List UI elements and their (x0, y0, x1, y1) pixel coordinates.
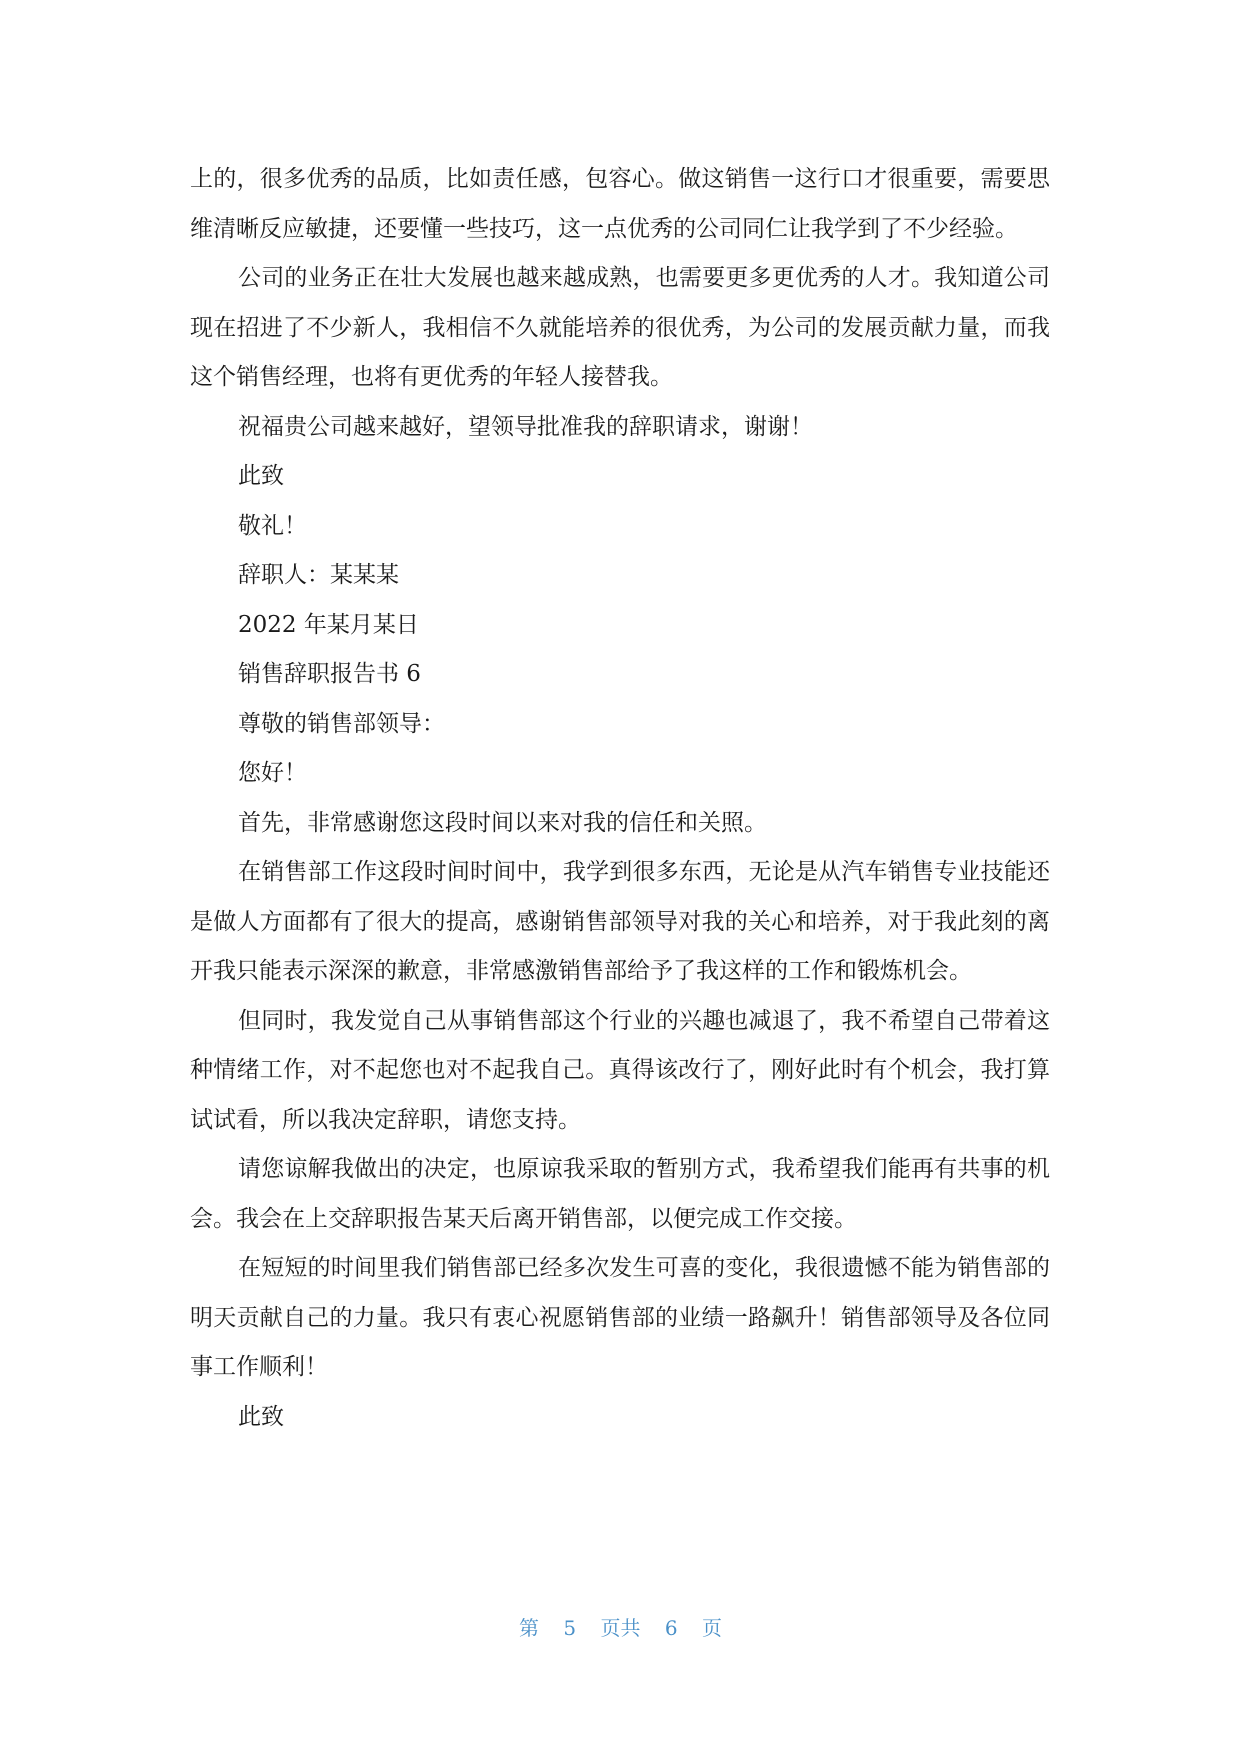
current-page-number: 5 (563, 1616, 577, 1640)
footer-label-page: 第 (519, 1616, 540, 1640)
date-line: 2022 年某月某日 (238, 611, 419, 638)
signature-line: 辞职人：某某某 (238, 562, 399, 588)
total-pages-number: 6 (664, 1616, 678, 1640)
closing-salutation: 此致 (238, 463, 284, 489)
section-title: 销售辞职报告书 6 (238, 661, 421, 687)
paragraph: 在短短的时间里我们销售部已经多次发生可喜的变化，我很遗憾不能为销售部的明天贡献自己的力量。我只有衷心祝愿销售部的业绩一路飙升！销售部领导及各位同事工作顺利！ (190, 1255, 1050, 1380)
document-body (190, 155, 1050, 1442)
closing-salutation: 此致 (238, 1403, 284, 1430)
closing-regards: 敬礼！ (238, 512, 307, 539)
footer-label-end: 页 (701, 1616, 722, 1640)
paragraph: 公司的业务正在壮大发展也越来越成熟，也需要更多更优秀的人才。我知道公司现在招进了不少新人，我相信不久就能培养的很优秀，为公司的发展贡献力量，而我这个销售经理，也将有更优秀的年轻人接替我。 (190, 265, 1050, 390)
recipient-line: 尊敬的销售部领导： (238, 710, 445, 737)
footer-label-of: 页共 (600, 1616, 641, 1640)
paragraph: 上的，很多优秀的品质，比如责任感，包容心。做这销售一这行口才很重要，需要思维清晰反应敏捷，还要懂一些技巧，这一点优秀的公司同仁让我学到了不少经验。 (190, 166, 1050, 242)
paragraph: 祝福贵公司越来越好，望领导批准我的辞职请求，谢谢！ (238, 413, 813, 440)
paragraph: 但同时，我发觉自己从事销售部这个行业的兴趣也减退了，我不希望自己带着这种情绪工作，对不起您也对不起我自己。真得该改行了，刚好此时有个机会，我打算试试看，所以我决定辞职，请您支持。 (190, 1007, 1050, 1133)
greeting: 您好！ (238, 760, 307, 786)
paragraph: 请您谅解我做出的决定，也原谅我采取的暂别方式，我希望我们能再有共事的机会。我会在上交辞职报告某天后离开销售部，以便完成工作交接。 (190, 1156, 1050, 1232)
paragraph: 首先，非常感谢您这段时间以来对我的信任和关照。 (238, 809, 767, 836)
paragraph: 在销售部工作这段时间时间中，我学到很多东西，无论是从汽车销售专业技能还是做人方面都有了很大的提高，感谢销售部领导对我的关心和培养，对于我此刻的离开我只能表示深深的歉意，非常感激销售部给予了我这样的工作和锻炼机会。 (190, 859, 1050, 984)
page-footer (0, 1612, 1241, 1641)
